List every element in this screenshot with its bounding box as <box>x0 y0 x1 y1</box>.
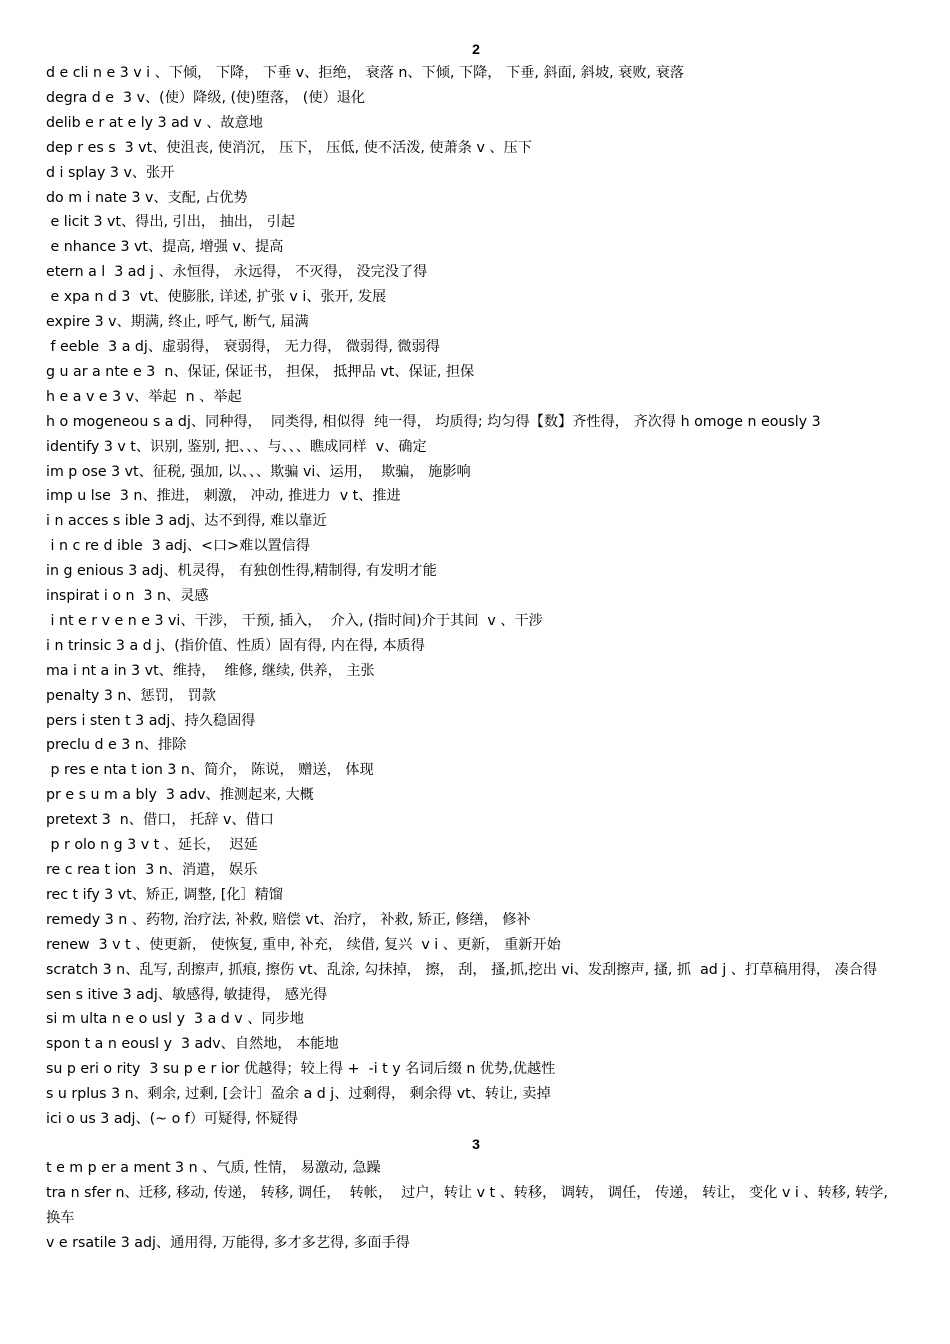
entry-remedy: remedy 3 n 、药物, 治疗法, 补救, 赔偿 vt、治疗， 补救, 矫正, 修缮， 修补 <box>46 911 531 928</box>
entry-degrade: degra d e 3 v、(使）降级, (使)堕落， (使）退化 <box>46 89 366 106</box>
entry-eternal: etern a l 3 ad j 、永恒得， 永远得， 不灭得， 没完没了得 <box>46 264 428 281</box>
entry-incredible: i n c re d ible 3 adj、<口>难以置信得 <box>46 538 310 555</box>
entry-transfer: tra n sfer n、迁移, 移动, 传递， 转移, 调任， 转帐， 过户，转让 v t 、转移， 调转， 调任， 传递， 转让， 变化 v i 、转移, 转学, 换车 <box>46 1184 893 1226</box>
entry-depress: dep r es s 3 vt、使沮丧, 使消沉， 压下， 压低, 使不活泼, 使萧条 v 、压下 <box>46 139 532 156</box>
entry-feeble: f eeble 3 a dj、虚弱得， 衰弱得， 无力得， 微弱得, 微弱得 <box>46 338 440 355</box>
entry-preclude: preclu d e 3 n、排除 <box>46 737 187 754</box>
entry-spontaneously: spon t a n eousl y 3 adv、自然地， 本能地 <box>46 1036 339 1053</box>
entry-intervene: i nt e r v e n e 3 vi、干涉， 干预, 插入， 介入, (指时间)介于其间 v 、干涉 <box>46 612 543 629</box>
entry-rectify: rec t ify 3 vt、矫正, 调整, [化］精馏 <box>46 886 283 903</box>
entry-maintain: ma i nt a in 3 vt、维持， 维修, 继续, 供养， 主张 <box>46 662 375 679</box>
entry-presumably: pr e s u m a bly 3 adv、推测起来, 大概 <box>46 787 314 804</box>
page-number-heading: 3 <box>472 1135 480 1152</box>
entry-superiority: su p eri o rity 3 su p e r ior 优越得；较上得 + -i t y 名词后缀 n 优势,优越性 <box>46 1061 556 1078</box>
entry-inaccessible: i n acces s ible 3 adj、达不到得, 难以靠近 <box>46 513 327 530</box>
entry-impulse: imp u lse 3 n、推进， 刺激， 冲动, 推进力 v t、推进 <box>46 488 401 505</box>
entry-inspiration: inspirat i o n 3 n、灵感 <box>46 588 209 605</box>
entry-heave: h e a v e 3 v、举起 n 、举起 <box>46 388 242 405</box>
entry-decline: d e cli n e 3 v i 、下倾， 下降， 下垂 v、拒绝， 衰落 n、下倾, 下降， 下垂, 斜面, 斜坡, 衰败, 衰落 <box>46 65 684 81</box>
entry-prolong: p r olo n g 3 v t 、延长， 迟延 <box>46 837 258 854</box>
entry-suspicious: ici o us 3 adj、(~ o f）可疑得, 怀疑得 <box>46 1111 299 1128</box>
entry-elicit: e licit 3 vt、得出, 引出， 抽出， 引起 <box>46 214 296 231</box>
entry-sensitive: sen s itive 3 adj、敏感得, 敏捷得， 感光得 <box>46 986 328 1003</box>
entry-guarantee: g u ar a nte e 3 n、保证, 保证书， 担保， 抵押品 vt、保证, 担保 <box>46 363 475 380</box>
entry-simultaneously: si m ulta n e o usl y 3 a d v 、同步地 <box>46 1011 304 1028</box>
entry-recreation: re c rea t ion 3 n、消遣， 娱乐 <box>46 862 258 878</box>
entry-intrinsic: i n trinsic 3 a d j、(指价值、性质）固有得, 内在得, 本质得 <box>46 637 425 654</box>
entry-surplus: s u rplus 3 n、剩余, 过剩, [会计］盈余 a d j、过剩得， 剩余得 vt、转让, 卖掉 <box>46 1086 551 1103</box>
entry-display: d i splay 3 v、张开 <box>46 164 175 181</box>
entry-pretext: pretext 3 n、借口， 托辞 v、借口 <box>46 812 274 829</box>
entry-ingenious: in g enious 3 adj、机灵得， 有独创性得,精制得, 有发明才能 <box>46 563 437 580</box>
entry-presentation: p res e nta t ion 3 n、简介， 陈说， 赠送， 体现 <box>46 762 374 779</box>
entry-scratch: scratch 3 n、乱写, 刮擦声, 抓痕, 擦伤 vt、乱涂, 勾抹掉， 擦， 刮， 搔,抓,挖出 vi、发刮擦声, 搔, 抓 ad j 、打草稿用得， 凑合得 <box>46 961 878 978</box>
entry-persistent: pers i sten t 3 adj、持久稳固得 <box>46 712 256 729</box>
entry-renew: renew 3 v t 、使更新， 使恢复, 重申, 补充， 续借, 复兴 v i 、更新， 重新开始 <box>46 936 561 953</box>
entry-homogeneous: h o mogeneou s a dj、同种得， 同类得, 相似得 纯一得， 均质得; 均匀得【数】齐性得， 齐次得 h omoge n eously 3 <box>46 413 821 430</box>
entry-impose: im p ose 3 vt、征税, 强加, 以、、、欺骗 vi、运用， 欺骗， 施影响 <box>46 463 471 480</box>
entry-deliberately: delib e r at e ly 3 ad v 、故意地 <box>46 114 263 131</box>
vocabulary-document <box>46 37 906 1256</box>
entry-expand: e xpa n d 3 vt、使膨胀, 详述, 扩张 v i、张开, 发展 <box>46 289 387 306</box>
entry-temperament: t e m p er a ment 3 n 、气质, 性情， 易激动, 急躁 <box>46 1159 381 1176</box>
page-number-heading: 2 <box>472 41 480 57</box>
entry-expire: expire 3 v、期满, 终止, 呼气, 断气, 届满 <box>46 314 309 331</box>
entry-penalty: penalty 3 n、惩罚， 罚款 <box>46 687 216 704</box>
entry-identify: identify 3 v t、识别, 鉴别, 把、、、与、、、瞧成同样 v、确定 <box>46 438 427 455</box>
entry-enhance: e nhance 3 vt、提高, 增强 v、提高 <box>46 239 284 256</box>
entry-dominate: do m i nate 3 v、支配, 占优势 <box>46 189 248 206</box>
entry-versatile: v e rsatile 3 adj、通用得, 万能得, 多才多艺得, 多面手得 <box>46 1234 410 1251</box>
